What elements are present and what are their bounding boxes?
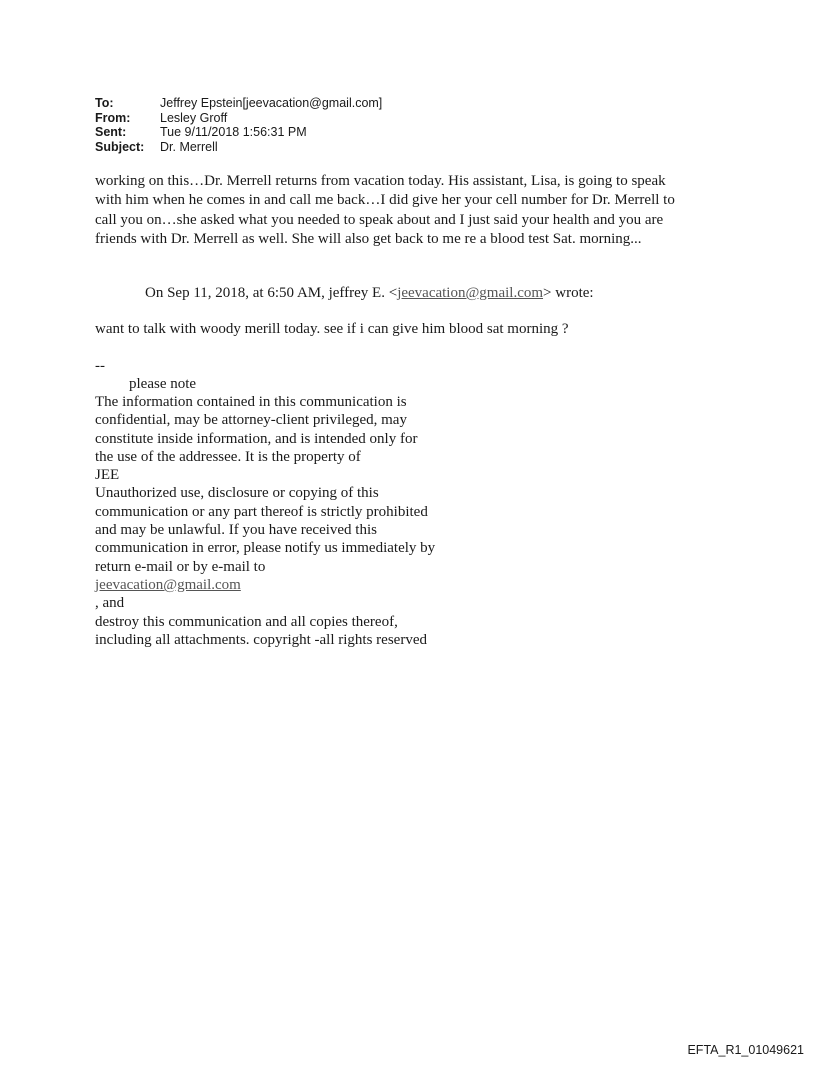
quoted-intro [145,284,594,303]
email-header [95,96,382,154]
subject-value: Dr. Merrell [160,139,218,154]
disclaimer-line: Unauthorized use, disclosure or copying of this [95,485,379,502]
disclaimer-line: the use of the addressee. It is the property of [95,448,361,465]
quoted-intro-prefix: On Sep 11, 2018, at 6:50 AM, jeffrey E. < [145,285,398,301]
sent-value: Tue 9/11/2018 1:56:31 PM [160,125,307,140]
document-id: EFTA_R1_01049621 [687,1043,804,1057]
disclaimer-line: communication or any part thereof is strictly prohibited [95,503,428,520]
return-prefix: return e-mail or by e-mail to [95,558,266,575]
to-row [95,96,382,111]
sent-row [95,125,382,140]
body-line: friends with Dr. Merrell as well. She will also get back to me re a blood test Sat. morning... [95,230,642,247]
from-value: Lesley Groff [160,110,228,125]
to-label: To: [95,96,114,110]
body-line: working on this…Dr. Merrell returns from vacation today. His assistant, Lisa, is going to speak [95,173,666,189]
signature-note: please note [129,376,197,392]
return-email-link[interactable]: jeevacation@gmail.com [95,576,241,593]
subject-label: Subject: [95,139,145,154]
subject-row [95,140,382,155]
disclaimer-line: confidential, may be attorney-client privileged, may [95,412,407,429]
return-suffix: , and [95,595,125,612]
email-body [95,172,735,249]
quoted-message: want to talk with woody merill today. see if i can give him blood sat morning ? [95,321,569,337]
disclaimer-return-line [95,558,435,613]
sent-label: Sent: [95,125,127,140]
disclaimer [95,393,435,649]
disclaimer-line: JEE [95,467,120,484]
quoted-intro-suffix: > wrote: [543,285,594,301]
body-line: with him when he comes in and call me back…I did give her your cell number for Dr. Merrell to [95,192,675,209]
to-value: Jeffrey Epstein[jeevacation@gmail.com] [160,96,383,110]
disclaimer-line: communication in error, please notify us immediately by [95,540,436,557]
disclaimer-line: constitute inside information, and is intended only for [95,430,418,447]
quoted-email-link[interactable]: jeevacation@gmail.com [397,285,544,301]
from-label: From: [95,110,131,125]
disclaimer-line: and may be unlawful. If you have received this [95,522,377,539]
disclaimer-line: The information contained in this communication is [95,394,407,410]
disclaimer-line: including all attachments. copyright -all rights reserved [95,631,427,648]
disclaimer-line: destroy this communication and all copies thereof, [95,613,398,630]
signature-separator: -- [95,358,105,374]
body-line: call you on…she asked what you needed to speak about and I just said your health and you are [95,211,664,228]
from-row [95,111,382,126]
